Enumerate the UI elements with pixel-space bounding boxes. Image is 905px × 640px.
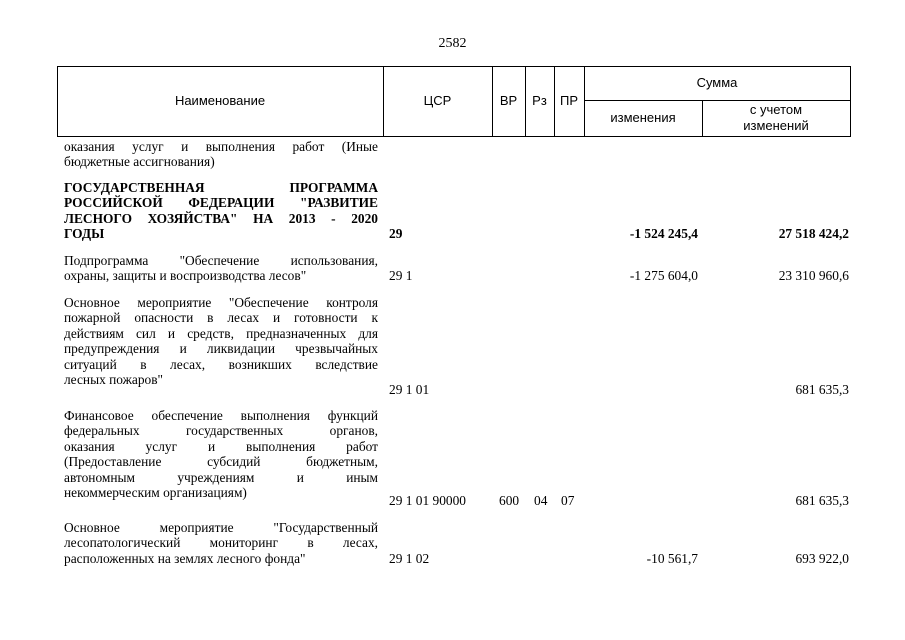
table-row-name — [64, 295, 378, 387]
header-name: Наименование — [174, 93, 266, 108]
row-change: -1 524 245,4 — [629, 226, 698, 241]
row-name-line: ГОДЫ — [64, 226, 105, 242]
row-name-line: Финансовое обеспечение выполнения функций — [64, 408, 378, 423]
row-rz: 04 — [534, 493, 548, 508]
row-name-line: ГОСУДАРСТВЕННАЯ ПРОГРАММА — [64, 180, 378, 195]
row-name-line: расположенных на землях лесного фонда" — [64, 550, 306, 566]
row-total: 681 635,3 — [795, 493, 849, 508]
row-change: -10 561,7 — [646, 551, 698, 566]
header-sum: Сумма — [696, 75, 738, 90]
header-change: изменения — [610, 110, 676, 125]
row-name-line: лесных пожаров" — [64, 372, 164, 388]
header-rz: Рз — [532, 93, 547, 108]
row-name-line: действиям сил и средств, предназначенных для — [64, 325, 378, 341]
table-row-name — [64, 180, 378, 242]
page-number: 2582 — [438, 36, 467, 51]
header-pr: ПР — [559, 93, 578, 108]
row-total: 681 635,3 — [795, 382, 849, 397]
header-sum-divider — [584, 100, 851, 101]
row-total: 27 518 424,2 — [778, 226, 849, 241]
row-name-line: федеральных государственных органов, — [64, 423, 378, 439]
row-total: 23 310 960,6 — [778, 268, 849, 283]
row-csr: 29 1 02 — [389, 551, 430, 566]
row-name-line: оказания услуг и выполнения работ (Иные — [64, 139, 378, 154]
row-change: -1 275 604,0 — [629, 268, 698, 283]
header-with-change — [702, 102, 850, 134]
row-name-line: Подпрограмма "Обеспечение использования, — [64, 253, 378, 268]
header-bottom-border — [57, 136, 851, 137]
header-vr: ВР — [499, 93, 518, 108]
row-name-line: лесопатологический мониторинг в лесах, — [64, 535, 378, 551]
header-top-border — [57, 66, 851, 67]
table-row-name — [64, 408, 378, 500]
row-vr: 600 — [499, 493, 520, 508]
row-csr: 29 — [389, 226, 403, 241]
row-name-line: РОССИЙСКОЙ ФЕДЕРАЦИИ "РАЗВИТИЕ — [64, 195, 378, 211]
row-name-line: Основное мероприятие "Государственный — [64, 520, 378, 535]
row-name-line: некоммерческим организациям) — [64, 485, 247, 501]
row-name-line: Основное мероприятие "Обеспечение контроля — [64, 295, 378, 310]
row-name-line: охраны, защиты и воспроизводства лесов" — [64, 268, 307, 284]
row-name-line: (Предоставление субсидий бюджетным, — [64, 454, 378, 470]
row-name-line: пожарной опасности в лесах и готовности к — [64, 310, 378, 326]
header-with-change-line2: изменений — [743, 118, 809, 133]
row-name-line: автономным учреждениям и иным — [64, 469, 378, 485]
row-csr: 29 1 — [389, 268, 413, 283]
row-name-line: бюджетные ассигнования) — [64, 154, 215, 170]
row-csr: 29 1 01 90000 — [389, 493, 466, 508]
row-name-line: оказания услуг и выполнения работ — [64, 438, 378, 454]
row-pr: 07 — [561, 493, 575, 508]
row-csr: 29 1 01 — [389, 382, 430, 397]
header-csr: ЦСР — [423, 93, 452, 108]
header-with-change-line1: с учетом — [749, 102, 803, 117]
row-name-line: предупреждения и ликвидации чрезвычайных — [64, 341, 378, 357]
table-row-name — [64, 520, 378, 566]
row-name-line: ЛЕСНОГО ХОЗЯЙСТВА" НА 2013 - 2020 — [64, 210, 378, 226]
table-row-name — [64, 139, 378, 170]
table-row-name — [64, 253, 378, 284]
header-right-border — [850, 66, 851, 137]
row-total: 693 922,0 — [795, 551, 849, 566]
row-name-line: ситуаций в лесах, возникших вследствие — [64, 356, 378, 372]
